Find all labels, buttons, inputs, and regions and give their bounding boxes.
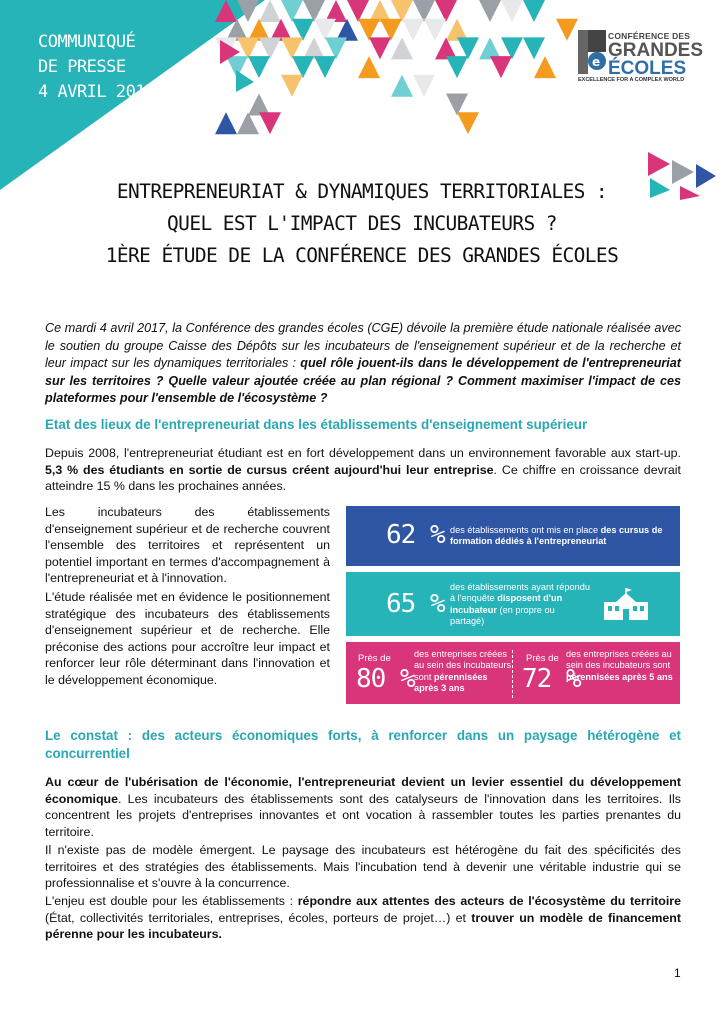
mosaic-triangle	[479, 0, 501, 22]
section-heading-etat-des-lieux: Etat des lieux de l'entrepreneuriat dans les établissements d'enseignement supérieur	[45, 417, 588, 432]
stat-value: 65 %	[386, 589, 445, 619]
stat-text: des entreprises créées au sein des incubateurs sont pérennisées après 3 ans	[414, 649, 512, 694]
mosaic-triangle	[413, 75, 435, 97]
mosaic-triangle	[215, 112, 237, 134]
mosaic-triangle	[292, 56, 314, 78]
mosaic-triangle	[457, 112, 479, 134]
mosaic-triangle	[391, 75, 413, 97]
paragraph-modele-emergent: Il n'existe pas de modèle émergent. Le paysage des incubateurs est hétérogène du fait des spécificités des territoires et des stratégies des établissements. Mais l'incubation tend à devenir une véritable industrie qui se professionnalise et s'ouvre à la concurrence.	[45, 843, 681, 891]
mosaic-triangle	[523, 0, 545, 22]
page-title: ENTREPRENEURIAT & DYNAMIQUES TERRITORIALES : QUEL EST L'IMPACT DES INCUBATEURS ? 1ÈRE ÉTUDE DE LA CONFÉRENCE DES GRANDES ÉCOLES	[105, 180, 619, 267]
stat-box-incubateur	[346, 572, 680, 636]
section-heading-constat: Le constat : des acteurs économiques forts, à renforcer dans un paysage hétérogène et concurrentiel	[45, 728, 681, 761]
mosaic-triangle	[402, 19, 424, 41]
school-building-icon	[602, 588, 650, 622]
page-number: 1	[674, 966, 681, 980]
divider	[512, 650, 513, 698]
paragraph-entrepreneuriat-etudiant: Depuis 2008, l'entrepreneuriat étudiant est en fort développement dans un environnement favorable aux start-up. 5,3 % des étudiants en sortie de cursus créent aujourd'hui leur entreprise. Ce chiffre en croissance devrait atteindre 15 % dans les prochaines années.	[45, 446, 681, 494]
stat-value: 80 %	[356, 664, 415, 694]
stat-text: des entreprises créées au sein des incubateurs sont pérennisées après 5 ans	[566, 649, 673, 682]
paragraph-incubateurs-territoires: Les incubateurs des établissements d'enseignement supérieur et de recherche couvrent l'ensemble des territoires et représentent un potentiel important en termes d'accompagnement à l'entrepreneuriat et à l'innovation.	[45, 505, 330, 586]
press-release-label: COMMUNIQUÉ DE PRESSE 4 AVRIL 2017	[38, 32, 155, 102]
mosaic-triangle	[490, 56, 512, 78]
paragraph-uberisation: Au cœur de l'ubérisation de l'économie, l'entrepreneuriat devient un levier essentiel du développement économique. Les incubateurs des établissements sont des catalyseurs de l'innovation dans les territoires. Ils concentrent les projets d'entreprises innovantes et ont vocation à rassembler toutes les parties prenantes du territoire.	[45, 775, 681, 839]
mosaic-triangle	[369, 37, 391, 59]
stat-box-cursus	[346, 506, 680, 566]
mosaic-triangle	[281, 75, 303, 97]
stat-text: des établissements ont mis en place des cursus de formation dédiés à l'entrepreneuriat	[450, 525, 663, 547]
mosaic-triangle	[523, 37, 545, 59]
mosaic-triangle	[391, 37, 413, 59]
mosaic-triangle	[424, 19, 446, 41]
stat-value: 62 %	[386, 520, 445, 550]
cge-logo-mark-icon	[578, 30, 606, 74]
mosaic-triangle	[556, 19, 578, 41]
mosaic-triangle	[446, 56, 468, 78]
mosaic-triangle	[259, 0, 281, 22]
stat-value: 72 %	[522, 664, 581, 694]
paragraph-etude-positionnement: L'étude réalisée met en évidence le positionnement stratégique des incubateurs des établissements d'enseignement supérieur et de recherche. Elle préconise des actions pour accroître leur impact et renforcer leur rôle déterminant dans l'innovation et le développement économique.	[45, 590, 330, 687]
mosaic-triangle	[314, 56, 336, 78]
paragraph-enjeu-double: L'enjeu est double pour les établissements : répondre aux attentes des acteurs de l'écosystème du territoire (État, collectivités territoriales, entreprises, écoles, porteurs de projet…) et trouver un modèle de financement pérenne pour les incubateurs.	[45, 894, 682, 942]
svg-text:e: e	[592, 55, 601, 69]
mosaic-triangle	[248, 56, 270, 78]
mosaic-triangle	[259, 112, 281, 134]
cge-logo: e CONFÉRENCE DES GRANDES ÉCOLES EXCELLENCE FOR A COMPLEX WORLD	[578, 31, 704, 83]
mosaic-triangle	[358, 56, 380, 78]
stat-box-perennisation: Près de 80 % des entreprises créées au sein des incubateurs sont pérennisées après 3 ans Près de 72 % des entreprises créées au sein des incubateurs sont pérennisées après 5 ans	[346, 642, 680, 704]
stat-text: des établissements ayant répondu à l'enquête disposent d'un incubateur (en propre ou partagé)	[450, 582, 590, 627]
mosaic-triangle	[648, 152, 670, 176]
mosaic-triangle	[501, 0, 523, 22]
intro-paragraph: Ce mardi 4 avril 2017, la Conférence des grandes écoles (CGE) dévoile la première étude nationale réalisée avec le soutien du groupe Caisse des Dépôts sur les incubateurs de l'enseignement supérieur et de la recherche et leur impact sur les dynamiques territoriales : quel rôle jouent-ils dans le développement de l'entrepreneuriat sur les territoires ? Quelle valeur ajoutée créée au plan régional ? Comment maximiser l'impact de ces plateformes pour l'ensemble de l'écosystème ?	[45, 321, 682, 406]
mosaic-triangle	[236, 70, 254, 92]
mosaic-triangle	[534, 56, 556, 78]
